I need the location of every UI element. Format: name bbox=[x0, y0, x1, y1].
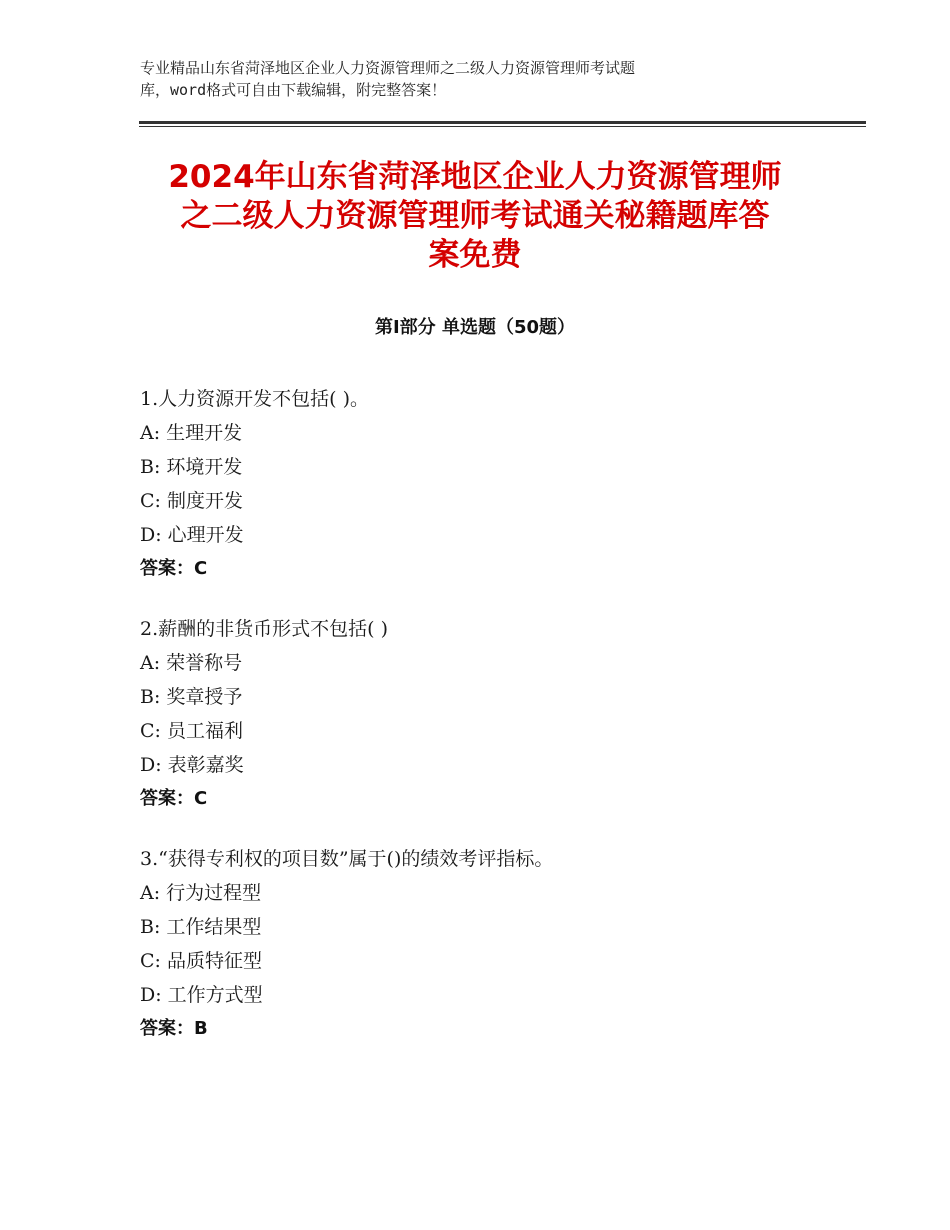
option-b: B: 奖章授予 bbox=[140, 686, 243, 708]
answer: 答案：C bbox=[140, 788, 208, 809]
question-list bbox=[140, 382, 840, 1072]
question-stem: 3.“获得专利权的项目数”属于()的绩效考评指标。 bbox=[140, 848, 554, 870]
section-heading: 第Ⅰ部分 单选题（50题） bbox=[374, 317, 575, 338]
question-2 bbox=[140, 612, 840, 816]
question-3 bbox=[140, 842, 840, 1046]
option-c: C: 制度开发 bbox=[140, 490, 243, 512]
option-c: C: 品质特征型 bbox=[140, 950, 262, 972]
question-stem: 2.薪酬的非货币形式不包括( ) bbox=[140, 618, 388, 640]
option-a: A: 行为过程型 bbox=[140, 882, 262, 904]
header-note-line-1: 专业精品山东省菏泽地区企业人力资源管理师之二级人力资源管理师考试题 bbox=[140, 59, 636, 77]
option-a: A: 荣誉称号 bbox=[140, 652, 243, 674]
option-b: B: 工作结果型 bbox=[140, 916, 262, 938]
header-divider-thin bbox=[139, 126, 866, 127]
document-title-line-1: 2024年山东省菏泽地区企业人力资源管理师 bbox=[168, 159, 782, 195]
header-note bbox=[140, 57, 820, 101]
document-title-line-2: 之二级人力资源管理师考试通关秘籍题库答 bbox=[180, 198, 770, 234]
option-d: D: 心理开发 bbox=[140, 524, 244, 546]
header-divider-thick bbox=[139, 121, 866, 124]
question-stem: 1.人力资源开发不包括( )。 bbox=[140, 388, 369, 410]
option-a: A: 生理开发 bbox=[140, 422, 243, 444]
header-note-line-2: 库，word格式可自由下载编辑，附完整答案！ bbox=[140, 81, 447, 99]
option-d: D: 工作方式型 bbox=[140, 984, 263, 1006]
question-1 bbox=[140, 382, 840, 586]
option-c: C: 员工福利 bbox=[140, 720, 243, 742]
document-title bbox=[120, 158, 830, 275]
option-d: D: 表彰嘉奖 bbox=[140, 754, 244, 776]
option-b: B: 环境开发 bbox=[140, 456, 243, 478]
answer: 答案：B bbox=[140, 1018, 208, 1039]
document-title-line-3: 案免费 bbox=[428, 237, 522, 273]
answer: 答案：C bbox=[140, 558, 208, 579]
